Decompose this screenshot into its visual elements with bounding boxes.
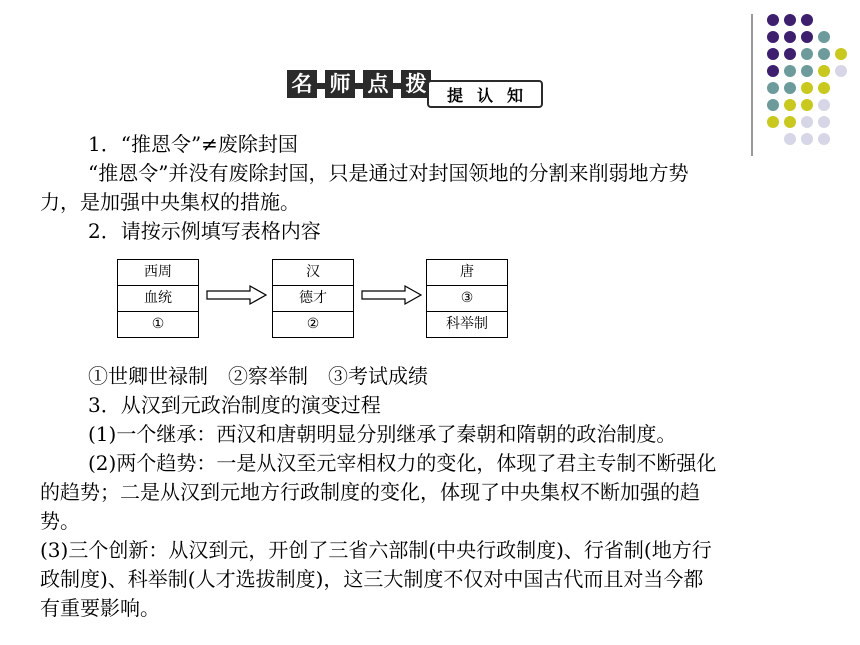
table-box-xizhou	[117, 259, 199, 338]
table-cell: 唐	[427, 260, 507, 286]
table-cell: 汉	[273, 260, 353, 286]
decorative-vertical-rule	[751, 14, 753, 156]
section-3-paragraph-2-line: 的趋势；二是从汉到元地方行政制度的变化，体现了中央集权不断加强的趋	[40, 480, 700, 504]
section-1-text-line: “推恩令”并没有废除封国，只是通过对封国领地的分割来削弱地方势	[88, 161, 689, 185]
banner-main-char: 名	[287, 70, 317, 98]
table-box-tang	[426, 259, 508, 338]
table-cell: 科举制	[446, 316, 488, 332]
banner-main-char: 师	[325, 70, 355, 98]
right-arrow-icon	[361, 284, 423, 306]
section-1-text-line: 力，是加强中央集权的措施。	[40, 190, 300, 214]
table-cell: 西周	[118, 260, 198, 286]
section-3-paragraph-2-line: (2)两个趋势：一是从汉至元宰相权力的变化，体现了君主专制不断强化	[88, 451, 717, 475]
section-3-paragraph-3-line: 政制度)、科举制(人才选拔制度)，这三大制度不仅对中国古代而且对当今都	[40, 567, 704, 591]
section-1-heading: 1．“推恩令”≠废除封国	[88, 132, 298, 156]
table-box-han	[272, 259, 354, 338]
section-3-paragraph-1: (1)一个继承：西汉和唐朝明显分别继承了秦朝和隋朝的政治制度。	[88, 422, 677, 446]
banner-sub-char: 认	[477, 86, 494, 105]
table-cell: ②	[306, 316, 320, 332]
banner-sub-char: 提	[447, 86, 464, 105]
banner-subtitle-box	[427, 80, 543, 108]
section-3-paragraph-3-line: 有重要影响。	[40, 596, 160, 620]
table-cell: ③	[427, 286, 507, 312]
right-arrow-icon	[206, 284, 268, 306]
section-3-heading: 3．从汉到元政治制度的演变过程	[88, 393, 381, 417]
banner-main-char: 拨	[401, 70, 431, 98]
banner-sub-char: 知	[507, 86, 524, 105]
table-cell: ①	[151, 316, 165, 332]
table-cell: 德才	[273, 286, 353, 312]
section-2-heading: 2．请按示例填写表格内容	[88, 219, 321, 243]
table-cell: 血统	[118, 286, 198, 312]
section-3-paragraph-3-line: (3)三个创新：从汉到元，开创了三省六部制(中央行政制度)、行省制(地方行	[40, 538, 712, 562]
banner-main-char: 点	[363, 70, 393, 98]
section-banner	[287, 70, 549, 108]
answer-line: ①世卿世禄制 ②察举制 ③考试成绩	[88, 364, 428, 388]
section-3-paragraph-2-line: 势。	[40, 509, 80, 533]
